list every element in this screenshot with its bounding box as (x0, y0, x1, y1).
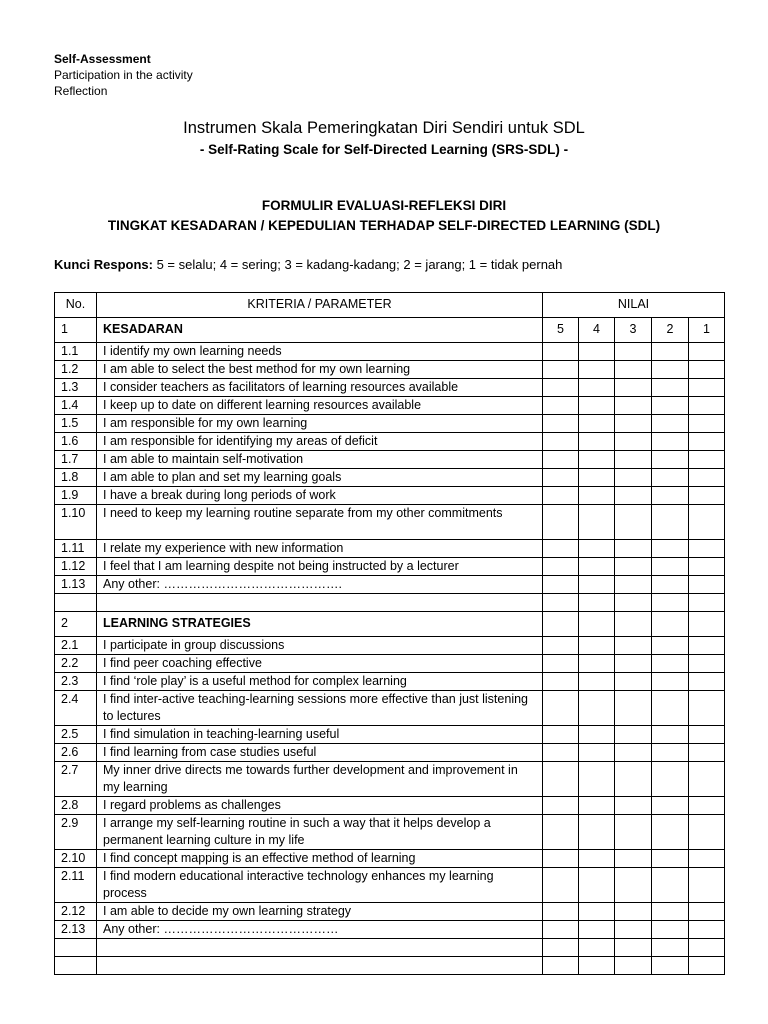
item-criteria: I find inter-active teaching-learning sessions more effective than just listening to lectures (97, 691, 543, 726)
item-score-cell[interactable] (615, 726, 652, 744)
table-row (55, 868, 725, 903)
item-score-cell[interactable] (652, 451, 689, 469)
item-score-cell[interactable] (652, 487, 689, 505)
section-header-row (55, 612, 725, 637)
item-score-cell[interactable] (652, 762, 689, 797)
item-score-cell[interactable] (543, 415, 579, 433)
item-criteria: I am able to plan and set my learning goals (97, 469, 543, 487)
item-score-cell[interactable] (615, 487, 652, 505)
table-row (55, 691, 725, 726)
item-score-cell[interactable] (543, 762, 579, 797)
item-number: 1.11 (55, 540, 97, 558)
item-score-cell[interactable] (579, 415, 615, 433)
table-header-row (55, 293, 725, 318)
table-row (55, 379, 725, 397)
item-score-cell[interactable] (689, 361, 725, 379)
item-score-cell[interactable] (579, 558, 615, 576)
table-row (55, 361, 725, 379)
table-row (55, 673, 725, 691)
item-score-cell[interactable] (689, 673, 725, 691)
item-score-cell[interactable] (652, 379, 689, 397)
item-score-cell[interactable] (615, 415, 652, 433)
item-score-cell[interactable] (543, 637, 579, 655)
item-score-cell[interactable] (652, 655, 689, 673)
response-key (54, 257, 562, 272)
item-score-cell[interactable] (615, 343, 652, 361)
item-score-cell[interactable] (543, 576, 579, 594)
section-score-cell[interactable] (615, 612, 652, 637)
blank-criteria-cell (97, 594, 543, 612)
item-criteria: I need to keep my learning routine separate from my other commitments (97, 505, 543, 540)
item-score-cell[interactable] (543, 655, 579, 673)
column-header-score: NILAI (543, 293, 725, 318)
item-criteria: I feel that I am learning despite not being instructed by a lecturer (97, 558, 543, 576)
item-criteria: I consider teachers as facilitators of learning resources available (97, 379, 543, 397)
item-criteria: I find simulation in teaching-learning useful (97, 726, 543, 744)
item-criteria: I am able to select the best method for my own learning (97, 361, 543, 379)
item-score-cell[interactable] (579, 540, 615, 558)
item-number: 2.9 (55, 815, 97, 850)
response-key-label: Kunci Respons: (54, 257, 153, 272)
item-criteria: I find ‘role play’ is a useful method for complex learning (97, 673, 543, 691)
section-number: 2 (55, 612, 97, 637)
item-score-cell[interactable] (615, 558, 652, 576)
item-score-cell[interactable] (689, 903, 725, 921)
item-number: 1.4 (55, 397, 97, 415)
item-criteria: I find modern educational interactive technology enhances my learning process (97, 868, 543, 903)
item-score-cell[interactable] (615, 850, 652, 868)
header-line-3: Reflection (54, 84, 108, 98)
item-score-cell[interactable] (543, 540, 579, 558)
table-row (55, 815, 725, 850)
item-criteria: I find learning from case studies useful (97, 744, 543, 762)
item-criteria: I am responsible for my own learning (97, 415, 543, 433)
blank-score-cell[interactable] (543, 594, 579, 612)
item-score-cell[interactable] (543, 868, 579, 903)
item-score-cell[interactable] (689, 637, 725, 655)
blank-score-cell[interactable] (615, 594, 652, 612)
item-score-cell[interactable] (652, 726, 689, 744)
item-score-cell[interactable] (543, 343, 579, 361)
item-score-cell[interactable] (543, 726, 579, 744)
blank-number-cell (55, 957, 97, 975)
item-score-cell[interactable] (615, 451, 652, 469)
item-criteria: I find peer coaching effective (97, 655, 543, 673)
item-score-cell[interactable] (652, 433, 689, 451)
item-score-cell[interactable] (652, 505, 689, 540)
item-score-cell[interactable] (543, 361, 579, 379)
item-score-cell[interactable] (579, 797, 615, 815)
column-header-no: No. (55, 293, 97, 318)
item-criteria: Any other: ……………………………………. (97, 576, 543, 594)
item-score-cell[interactable] (615, 397, 652, 415)
item-score-cell[interactable] (689, 505, 725, 540)
item-score-cell[interactable] (615, 433, 652, 451)
item-score-cell[interactable] (689, 850, 725, 868)
item-criteria: My inner drive directs me towards further development and improvement in my learning (97, 762, 543, 797)
blank-score-cell[interactable] (543, 939, 579, 957)
item-score-cell[interactable] (579, 726, 615, 744)
table-row (55, 505, 725, 540)
item-number: 2.4 (55, 691, 97, 726)
item-score-cell[interactable] (615, 673, 652, 691)
blank-score-cell[interactable] (579, 939, 615, 957)
item-number: 1.3 (55, 379, 97, 397)
item-score-cell[interactable] (689, 379, 725, 397)
item-score-cell[interactable] (689, 540, 725, 558)
item-score-cell[interactable] (543, 505, 579, 540)
form-title-1: FORMULIR EVALUASI-REFLEKSI DIRI (261, 198, 507, 213)
item-score-cell[interactable] (652, 903, 689, 921)
section-title: KESADARAN (97, 318, 543, 343)
score-label-3: 3 (615, 318, 652, 343)
item-number: 2.5 (55, 726, 97, 744)
blank-score-cell[interactable] (689, 594, 725, 612)
item-criteria: I am able to maintain self-motivation (97, 451, 543, 469)
item-score-cell[interactable] (543, 921, 579, 939)
item-score-cell[interactable] (579, 451, 615, 469)
item-score-cell[interactable] (579, 361, 615, 379)
item-score-cell[interactable] (652, 673, 689, 691)
score-label-5: 5 (543, 318, 579, 343)
table-row (55, 903, 725, 921)
item-score-cell[interactable] (652, 558, 689, 576)
item-number: 2.13 (55, 921, 97, 939)
item-score-cell[interactable] (579, 815, 615, 850)
item-number: 2.11 (55, 868, 97, 903)
item-score-cell[interactable] (543, 903, 579, 921)
table-row (55, 655, 725, 673)
item-score-cell[interactable] (652, 415, 689, 433)
item-score-cell[interactable] (689, 815, 725, 850)
item-criteria: I am responsible for identifying my areas of deficit (97, 433, 543, 451)
item-score-cell[interactable] (543, 433, 579, 451)
item-score-cell[interactable] (689, 797, 725, 815)
item-score-cell[interactable] (689, 921, 725, 939)
item-criteria: I keep up to date on different learning resources available (97, 397, 543, 415)
item-score-cell[interactable] (615, 815, 652, 850)
blank-score-cell[interactable] (615, 957, 652, 975)
item-number: 2.6 (55, 744, 97, 762)
item-score-cell[interactable] (689, 762, 725, 797)
score-label-1: 1 (689, 318, 725, 343)
table-row (55, 451, 725, 469)
item-score-cell[interactable] (543, 691, 579, 726)
item-score-cell[interactable] (579, 921, 615, 939)
item-number: 1.7 (55, 451, 97, 469)
item-score-cell[interactable] (543, 673, 579, 691)
blank-score-cell[interactable] (652, 957, 689, 975)
item-number: 1.9 (55, 487, 97, 505)
item-number: 2.1 (55, 637, 97, 655)
item-score-cell[interactable] (652, 815, 689, 850)
section-score-cell[interactable] (543, 612, 579, 637)
item-score-cell[interactable] (543, 744, 579, 762)
document-title: Instrumen Skala Pemeringkatan Diri Sendiri untuk SDL (183, 119, 585, 137)
item-score-cell[interactable] (652, 797, 689, 815)
item-number: 1.13 (55, 576, 97, 594)
item-score-cell[interactable] (579, 505, 615, 540)
item-criteria: I find concept mapping is an effective method of learning (97, 850, 543, 868)
header-line-2: Participation in the activity (54, 68, 193, 82)
item-score-cell[interactable] (615, 655, 652, 673)
item-score-cell[interactable] (579, 343, 615, 361)
item-score-cell[interactable] (652, 540, 689, 558)
item-score-cell[interactable] (615, 637, 652, 655)
item-score-cell[interactable] (689, 576, 725, 594)
item-score-cell[interactable] (652, 868, 689, 903)
item-score-cell[interactable] (579, 576, 615, 594)
item-score-cell[interactable] (543, 451, 579, 469)
score-label-4: 4 (579, 318, 615, 343)
item-score-cell[interactable] (689, 415, 725, 433)
item-number: 1.6 (55, 433, 97, 451)
item-score-cell[interactable] (615, 903, 652, 921)
item-score-cell[interactable] (652, 361, 689, 379)
item-score-cell[interactable] (689, 726, 725, 744)
column-header-criteria: KRITERIA / PARAMETER (97, 293, 543, 318)
item-criteria: I identify my own learning needs (97, 343, 543, 361)
item-score-cell[interactable] (579, 744, 615, 762)
section-header-row (55, 318, 725, 343)
section-score-cell[interactable] (579, 612, 615, 637)
item-score-cell[interactable] (652, 691, 689, 726)
blank-score-cell[interactable] (652, 594, 689, 612)
section-score-cell[interactable] (689, 612, 725, 637)
item-score-cell[interactable] (579, 673, 615, 691)
item-score-cell[interactable] (615, 762, 652, 797)
item-number: 2.2 (55, 655, 97, 673)
item-score-cell[interactable] (652, 469, 689, 487)
response-key-text: 5 = selalu; 4 = sering; 3 = kadang-kadang; 2 = jarang; 1 = tidak pernah (152, 257, 563, 272)
item-criteria: I regard problems as challenges (97, 797, 543, 815)
item-score-cell[interactable] (579, 433, 615, 451)
item-score-cell[interactable] (579, 487, 615, 505)
item-score-cell[interactable] (652, 637, 689, 655)
item-score-cell[interactable] (615, 744, 652, 762)
score-label-2: 2 (652, 318, 689, 343)
blank-row (55, 594, 725, 612)
table-row (55, 744, 725, 762)
item-score-cell[interactable] (615, 505, 652, 540)
item-score-cell[interactable] (543, 797, 579, 815)
item-score-cell[interactable] (579, 655, 615, 673)
item-number: 1.2 (55, 361, 97, 379)
table-row (55, 726, 725, 744)
table-row (55, 850, 725, 868)
blank-criteria-cell (97, 957, 543, 975)
item-score-cell[interactable] (689, 397, 725, 415)
item-score-cell[interactable] (579, 469, 615, 487)
document-subtitle: - Self-Rating Scale for Self-Directed Learning (SRS-SDL) - (199, 142, 569, 157)
table-row (55, 415, 725, 433)
item-criteria: I am able to decide my own learning strategy (97, 903, 543, 921)
item-score-cell[interactable] (689, 655, 725, 673)
header-line-1: Self-Assessment (54, 52, 151, 66)
blank-criteria-cell (97, 939, 543, 957)
table-row (55, 797, 725, 815)
item-number: 1.1 (55, 343, 97, 361)
table-row (55, 558, 725, 576)
section-title: LEARNING STRATEGIES (97, 612, 543, 637)
table-row (55, 433, 725, 451)
blank-row (55, 957, 725, 975)
section-number: 1 (55, 318, 97, 343)
table-row (55, 487, 725, 505)
item-number: 1.8 (55, 469, 97, 487)
item-criteria: I arrange my self-learning routine in such a way that it helps develop a permanent learning culture in my life (97, 815, 543, 850)
item-number: 2.8 (55, 797, 97, 815)
item-score-cell[interactable] (689, 469, 725, 487)
item-number: 2.10 (55, 850, 97, 868)
item-criteria: I participate in group discussions (97, 637, 543, 655)
blank-score-cell[interactable] (652, 939, 689, 957)
item-score-cell[interactable] (543, 815, 579, 850)
table-row (55, 762, 725, 797)
item-score-cell[interactable] (615, 921, 652, 939)
item-number: 2.3 (55, 673, 97, 691)
item-criteria: I relate my experience with new information (97, 540, 543, 558)
rating-table (54, 292, 725, 975)
section-score-cell[interactable] (652, 612, 689, 637)
item-score-cell[interactable] (615, 469, 652, 487)
item-score-cell[interactable] (689, 744, 725, 762)
item-score-cell[interactable] (689, 691, 725, 726)
item-score-cell[interactable] (652, 744, 689, 762)
item-score-cell[interactable] (689, 343, 725, 361)
item-score-cell[interactable] (579, 691, 615, 726)
item-criteria: Any other: …………………………………… (97, 921, 543, 939)
item-score-cell[interactable] (689, 558, 725, 576)
blank-score-cell[interactable] (615, 939, 652, 957)
item-score-cell[interactable] (543, 397, 579, 415)
item-number: 1.5 (55, 415, 97, 433)
blank-number-cell (55, 939, 97, 957)
table-row (55, 397, 725, 415)
item-score-cell[interactable] (543, 469, 579, 487)
item-score-cell[interactable] (689, 868, 725, 903)
item-score-cell[interactable] (689, 433, 725, 451)
item-score-cell[interactable] (615, 540, 652, 558)
item-score-cell[interactable] (615, 868, 652, 903)
form-title-2: TINGKAT KESADARAN / KEPEDULIAN TERHADAP SELF-DIRECTED LEARNING (SDL) (107, 218, 661, 233)
blank-score-cell[interactable] (579, 594, 615, 612)
item-score-cell[interactable] (579, 868, 615, 903)
blank-number-cell (55, 594, 97, 612)
item-score-cell[interactable] (579, 637, 615, 655)
item-number: 1.10 (55, 505, 97, 540)
item-score-cell[interactable] (579, 762, 615, 797)
blank-score-cell[interactable] (579, 957, 615, 975)
table-row (55, 637, 725, 655)
item-score-cell[interactable] (615, 379, 652, 397)
table-row (55, 921, 725, 939)
item-number: 2.12 (55, 903, 97, 921)
item-score-cell[interactable] (543, 850, 579, 868)
item-score-cell[interactable] (652, 343, 689, 361)
item-score-cell[interactable] (615, 576, 652, 594)
blank-row (55, 939, 725, 957)
item-score-cell[interactable] (652, 850, 689, 868)
blank-score-cell[interactable] (689, 939, 725, 957)
item-score-cell[interactable] (579, 903, 615, 921)
item-score-cell[interactable] (652, 921, 689, 939)
document-header (54, 51, 193, 99)
item-score-cell[interactable] (543, 487, 579, 505)
item-score-cell[interactable] (543, 558, 579, 576)
table-row (55, 540, 725, 558)
item-score-cell[interactable] (652, 576, 689, 594)
item-score-cell[interactable] (615, 797, 652, 815)
item-score-cell[interactable] (579, 397, 615, 415)
table-row (55, 576, 725, 594)
item-score-cell[interactable] (615, 361, 652, 379)
blank-score-cell[interactable] (689, 957, 725, 975)
table-row (55, 343, 725, 361)
item-score-cell[interactable] (579, 379, 615, 397)
item-criteria: I have a break during long periods of work (97, 487, 543, 505)
item-score-cell[interactable] (579, 850, 615, 868)
item-number: 2.7 (55, 762, 97, 797)
blank-score-cell[interactable] (543, 957, 579, 975)
item-score-cell[interactable] (652, 397, 689, 415)
item-score-cell[interactable] (689, 451, 725, 469)
item-score-cell[interactable] (543, 379, 579, 397)
table-row (55, 469, 725, 487)
item-score-cell[interactable] (615, 691, 652, 726)
item-score-cell[interactable] (689, 487, 725, 505)
item-number: 1.12 (55, 558, 97, 576)
